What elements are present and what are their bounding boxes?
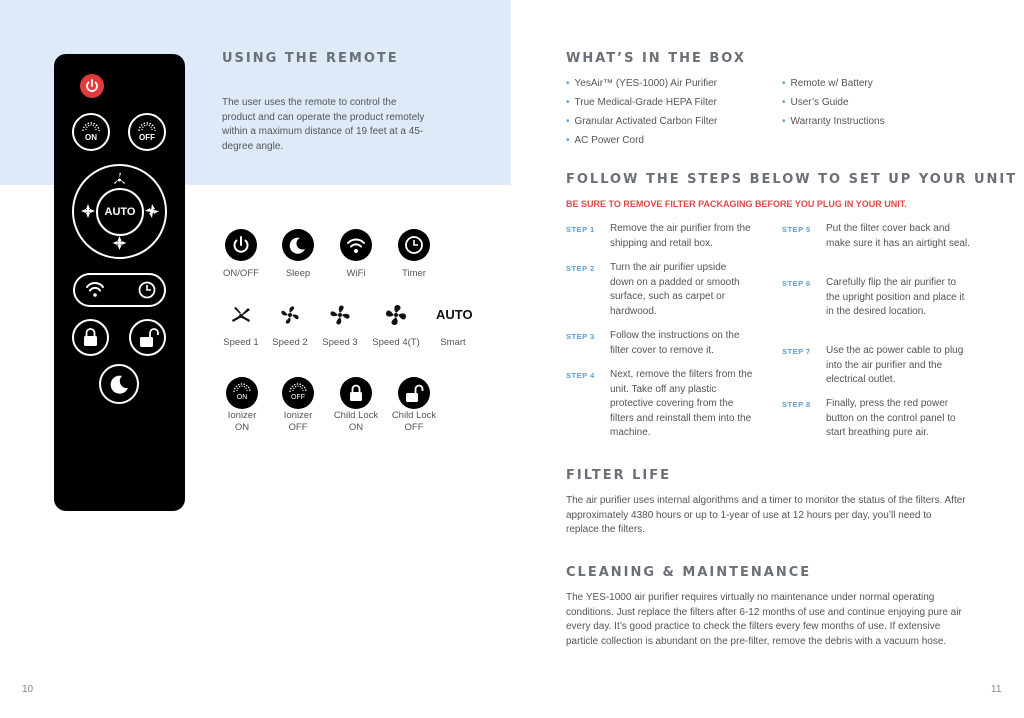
caption-speed1: Speed 1: [223, 337, 259, 348]
caption-child-lock-off-line2: OFF: [404, 422, 424, 433]
child-lock-off-symbol: [398, 377, 430, 409]
step-text: Remove the air purifier from the shipping and retail box.: [610, 223, 751, 249]
cleaning-title: CLEANING & MAINTENANCE: [566, 565, 812, 580]
step-text: Finally, press the red power button on the control panel to start breathing pure air.: [826, 398, 956, 438]
box-item: • Granular Activated Carbon Filter: [566, 116, 717, 127]
page-number-right: 11: [991, 684, 1002, 695]
remote-wifi-timer-button: [73, 273, 166, 307]
caption-timer: Timer: [402, 268, 426, 279]
unlock-icon: [131, 321, 164, 354]
caption-ionizer-on-line2: ON: [234, 422, 250, 433]
steps-title: FOLLOW THE STEPS BELOW TO SET UP YOUR UNIT: [566, 172, 1018, 187]
onoff-symbol: [225, 229, 257, 261]
speed1-fan-icon: [228, 302, 254, 328]
step-label: STEP 5: [782, 225, 811, 234]
caption-speed4: Speed 4(T): [372, 337, 420, 348]
power-icon: [80, 74, 104, 98]
moon-icon: [101, 366, 137, 402]
remote-auto-button: [96, 188, 144, 236]
remote-lock-button: [72, 319, 109, 356]
page-number-left: 10: [22, 684, 34, 695]
remote-ionizer-on-button: [72, 113, 110, 151]
using-remote-title: USING THE REMOTE: [222, 51, 399, 66]
step-label: STEP 3: [566, 332, 595, 341]
caption-speed3: Speed 3: [322, 337, 358, 348]
lock-icon: [340, 377, 372, 409]
ionizer-off-icon: [130, 115, 164, 149]
wifi-symbol: [340, 229, 372, 261]
box-item: • User’s Guide: [782, 97, 849, 108]
caption-child-lock-off-line1: Child Lock: [391, 410, 437, 421]
power-icon: [225, 229, 257, 261]
box-item: • YesAir™ (YES-1000) Air Purifier: [566, 78, 717, 89]
step-text: Follow the instructions on the filter cover to remove it.: [610, 330, 740, 356]
filter-life-title: FILTER LIFE: [566, 468, 672, 483]
step-text: Carefully flip the air purifier to the upright position and place it in the desired location.: [826, 277, 965, 317]
ionizer-on-icon: [74, 115, 108, 149]
caption-wifi: WiFi: [346, 268, 366, 279]
remote-sleep-button: [99, 364, 139, 404]
ionizer-off-icon: [282, 377, 314, 409]
box-item: • Warranty Instructions: [782, 116, 885, 127]
box-title: WHAT’S IN THE BOX: [566, 51, 746, 66]
filter-life-body: The air purifier uses internal algorithms and a timer to monitor the status of the filters. After approximately 4380 hours or up to 1-year of use at 12 hours per day, you’ll need to replace the filters.: [566, 495, 966, 535]
box-item: • True Medical-Grade HEPA Filter: [566, 97, 717, 108]
remote-speed-dial: [72, 164, 167, 259]
box-item: • Remote w/ Battery: [782, 78, 873, 89]
caption-sleep: Sleep: [285, 268, 311, 279]
ionizer-off-symbol: [282, 377, 314, 409]
step-label: STEP 6: [782, 279, 811, 288]
caption-ionizer-on-line1: Ionizer: [227, 410, 257, 421]
caption-child-lock-on-line1: Child Lock: [333, 410, 379, 421]
remote-power-button: [80, 74, 104, 98]
step-text: Turn the air purifier upside down on a padded or smooth surface, such as carpet or hardwood.: [610, 262, 740, 317]
caption-smart: Smart: [440, 337, 466, 348]
speed3-fan-icon: [327, 302, 353, 328]
caption-speed2: Speed 2: [272, 337, 308, 348]
packaging-warning: BE SURE TO REMOVE FILTER PACKAGING BEFORE YOU PLUG IN YOUR UNIT.: [566, 199, 907, 209]
remote-on-label: ON: [85, 133, 97, 142]
sleep-symbol: [282, 229, 314, 261]
caption-child-lock-off: [379, 410, 449, 434]
child-lock-on-symbol: [340, 377, 372, 409]
clock-icon: [398, 229, 430, 261]
step-text: Put the filter cover back and make sure it has an airtight seal.: [826, 223, 970, 249]
caption-onoff: ON/OFF: [223, 268, 259, 279]
step-text: Use the ac power cable to plug into the air purifier and the electrical outlet.: [826, 345, 964, 385]
step-label: STEP 1: [566, 225, 595, 234]
remote-unlock-button: [129, 319, 166, 356]
caption-ionizer-off-line2: OFF: [288, 422, 308, 433]
moon-icon: [282, 229, 314, 261]
remote-control: [54, 54, 185, 511]
step-label: STEP 7: [782, 347, 811, 356]
caption-ionizer-off-line1: Ionizer: [283, 410, 313, 421]
using-remote-body: The user uses the remote to control the product and can operate the product remotely within a maximum distance of 19 feet at a 45-degree angle.: [222, 97, 425, 152]
box-item: • AC Power Cord: [566, 135, 644, 146]
speed2-fan-icon: [277, 302, 303, 328]
step-label: STEP 4: [566, 371, 595, 380]
remote-auto-label: AUTO: [104, 206, 136, 218]
step-text: Next, remove the filters from the unit. Take off any plastic protective covering from the filters and reinstall them into the machine.: [610, 369, 753, 438]
wifi-icon: [340, 229, 372, 261]
remote-off-label: OFF: [139, 133, 155, 142]
step-label: STEP 8: [782, 400, 811, 409]
caption-child-lock-on-line2: ON: [348, 422, 364, 433]
timer-symbol: [398, 229, 430, 261]
ionizer-on-icon-label: ON: [236, 394, 248, 401]
lock-icon: [74, 321, 107, 354]
cleaning-body: The YES-1000 air purifier requires virtually no maintenance under normal operating conditions. Just replace the filters after 6-12 months of use and continue enjoying pure air every day. It’s good practice to check the filters every few months of use. If extensive particle collection is abundant on the pre-filter, remove the debris with a vacuum hose.: [566, 592, 962, 647]
ionizer-on-icon: [226, 377, 258, 409]
unlock-icon: [398, 377, 430, 409]
wifi-timer-icons: [75, 275, 164, 305]
speed4-fan-icon: [383, 302, 409, 328]
step-label: STEP 2: [566, 264, 595, 273]
ionizer-off-icon-label: OFF: [291, 394, 305, 401]
ionizer-on-symbol: [226, 377, 258, 409]
remote-ionizer-off-button: [128, 113, 166, 151]
smart-auto-symbol: AUTO: [436, 307, 473, 322]
